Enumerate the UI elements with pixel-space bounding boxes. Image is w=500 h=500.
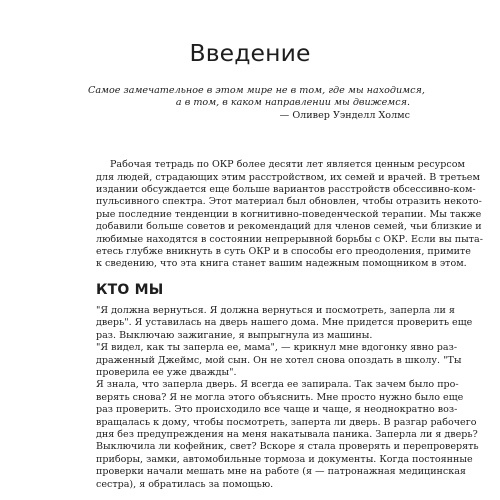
text-line: дня без предупреждения на меня накатывала паника. Заперла ли я дверь? [96, 428, 478, 440]
text-line: любимые находятся в состоянии непрерывной борьбы с ОКР. Если вы пыта- [96, 233, 483, 245]
section-paragraph [96, 304, 473, 342]
text-line: "Я должна вернуться. Я должна вернуться и посмотреть, заперла ли я [96, 304, 455, 316]
text-line: приборы, замки, автомобильные тормоза и документы. Когда постоянные [96, 453, 473, 465]
text-line: для людей, страдающих этим расстройством, их семей и врачей. В третьем [96, 171, 480, 183]
text-line: к сведению, что эта книга станет вашим надежным помощником в этом. [96, 258, 467, 270]
text-line: издании обсуждается еще больше вариантов расстройств обсессивно-ком- [96, 184, 476, 196]
text-line: проверки начали мешать мне на работе (я — патронажная медицинская [96, 466, 466, 478]
text-line: верять снова? Я не могла этого объяснить. Мне просто нужно было еще [96, 391, 464, 403]
epigraph-line: Самое замечательное в этом мире не в том, где мы находимся, [88, 85, 425, 96]
text-line: Рабочая тетрадь по ОКР более десяти лет является ценным ресурсом [110, 159, 465, 171]
text-line: проверила ее уже дважды". [96, 366, 237, 378]
chapter-title: Введение [189, 39, 311, 67]
section-heading: КТО МЫ [96, 281, 164, 298]
text-line: Выключила ли кофейник, свет? Вскоре я стала проверять и перепроверять [96, 441, 479, 453]
text-line: дверь". Я уставилась на дверь нашего дома. Мне придется проверить еще [96, 317, 473, 329]
section-paragraph [96, 342, 462, 379]
intro-paragraph [96, 159, 483, 271]
text-line: добавили больше советов и рекомендаций для членов семей, чьи близкие и [96, 221, 482, 233]
text-line: "Я видел, как ты заперла ее, мама", — крикнул мне вдогонку явно раз- [96, 342, 458, 354]
text-line: сестра), я обратилась за помощью. [96, 478, 274, 490]
section-paragraph [96, 379, 479, 491]
epigraph [88, 85, 425, 122]
text-line: раз. Выключаю зажигание, я выпрыгнула из машины. [96, 329, 373, 341]
text-line: вращалась к дому, чтобы посмотреть, заперта ли дверь. В разгар рабочего [96, 416, 477, 428]
text-line: раз проверить. Это происходило все чаще и чаще, я неоднократно воз- [96, 404, 458, 416]
epigraph-attribution: — Оливер Уэнделл Холмс [279, 109, 410, 121]
epigraph-line: а в том, в каком направлении мы движемся. [175, 97, 410, 109]
text-line: етесь глубже вникнуть в суть ОКР и в способы его преодоления, примите [96, 246, 471, 258]
text-line: драженный Джеймс, мой сын. Он не хотел снова опоздать в школу. "Ты [96, 354, 462, 366]
text-line: рые последние тенденции в когнитивно-поведенческой терапии. Мы также [96, 208, 482, 220]
body-text [96, 159, 483, 491]
text-line: Я знала, что заперла дверь. Я всегда ее запирала. Так зачем было про- [96, 379, 459, 391]
text-line: пульсивного спектра. Этот материал был обновлен, чтобы отразить некото- [96, 196, 482, 208]
